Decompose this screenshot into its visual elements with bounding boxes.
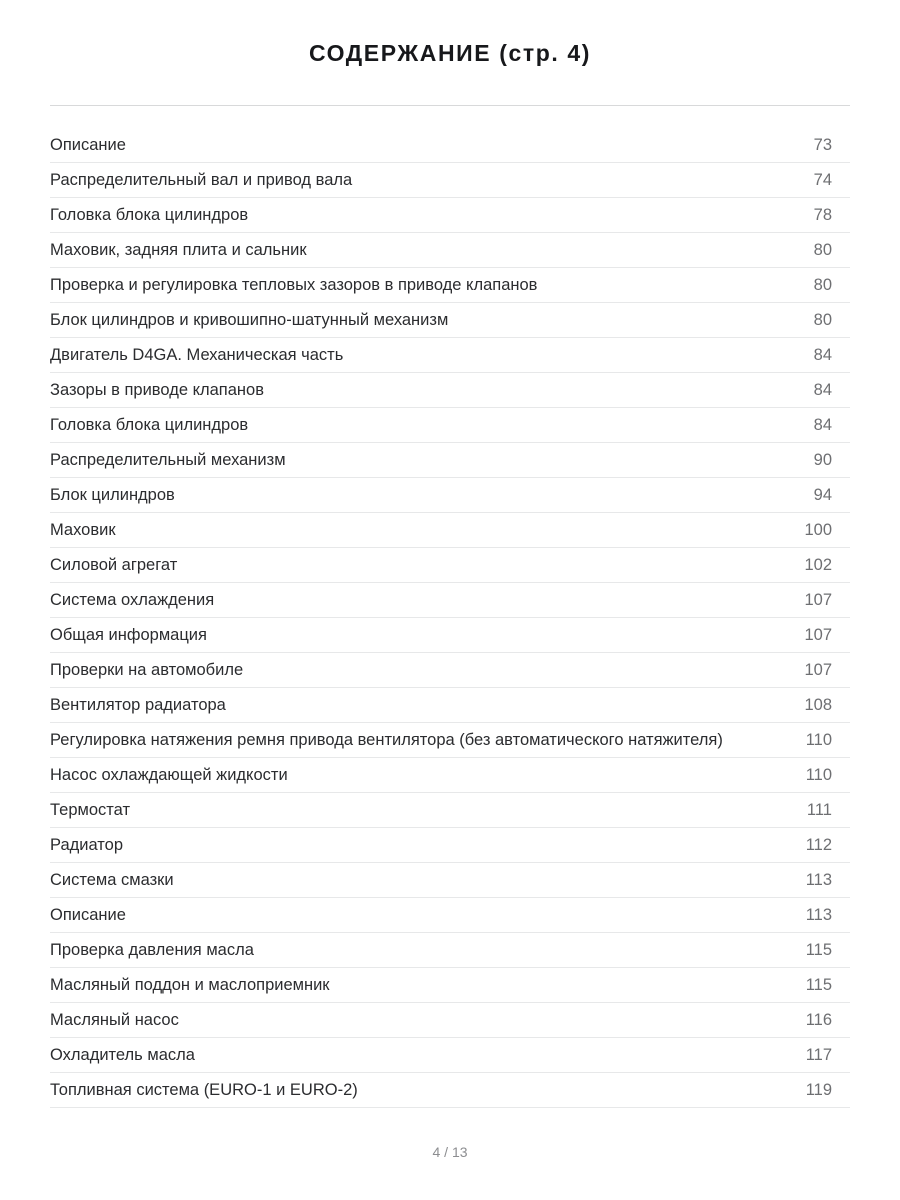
toc-row[interactable] (50, 338, 850, 373)
toc-item-label: Проверка и регулировка тепловых зазоров в приводе клапанов (50, 276, 538, 294)
toc-item-page: 73 (813, 135, 832, 154)
toc-row[interactable] (50, 198, 850, 233)
toc-item-label: Вентилятор радиатора (50, 696, 226, 714)
toc-item-page: 107 (804, 590, 832, 609)
toc-row[interactable] (50, 163, 850, 198)
toc-row[interactable] (50, 548, 850, 583)
toc-row[interactable] (50, 968, 850, 1003)
toc-item-page: 84 (813, 415, 832, 434)
toc-item-page: 119 (805, 1080, 832, 1099)
toc-item-label: Двигатель D4GA. Механическая часть (50, 346, 344, 364)
toc-item-page: 111 (806, 800, 832, 819)
toc-item-label: Масляный насос (50, 1011, 179, 1029)
toc-item-page: 112 (805, 835, 832, 854)
toc-row[interactable] (50, 443, 850, 478)
toc-item-page: 110 (805, 730, 832, 749)
toc-item-page: 80 (813, 310, 832, 329)
page-title: СОДЕРЖАНИЕ (стр. 4) (308, 40, 592, 66)
toc-item-page: 80 (813, 275, 832, 294)
toc-row[interactable] (50, 1073, 850, 1108)
toc-row[interactable] (50, 233, 850, 268)
toc-row[interactable] (50, 618, 850, 653)
toc-item-label: Общая информация (50, 626, 207, 644)
toc-item-page: 102 (804, 555, 832, 574)
toc-item-label: Описание (50, 906, 126, 924)
toc-item-page: 100 (804, 520, 832, 539)
toc-row[interactable] (50, 688, 850, 723)
toc-item-page: 113 (805, 870, 832, 889)
toc-item-page: 116 (805, 1010, 832, 1029)
toc-item-label: Топливная система (EURO-1 и EURO-2) (50, 1081, 358, 1099)
toc-item-label: Радиатор (50, 836, 124, 854)
toc-row[interactable] (50, 478, 850, 513)
toc-item-page: 108 (804, 695, 832, 714)
toc-item-page: 113 (805, 905, 832, 924)
toc-list (50, 128, 850, 1108)
toc-item-page: 90 (813, 450, 832, 469)
toc-row[interactable] (50, 933, 850, 968)
toc-row[interactable] (50, 583, 850, 618)
toc-item-label: Блок цилиндров и кривошипно-шатунный механизм (50, 311, 449, 329)
toc-item-label: Зазоры в приводе клапанов (50, 381, 264, 399)
toc-item-page: 115 (805, 975, 832, 994)
toc-row[interactable] (50, 268, 850, 303)
toc-row[interactable] (50, 863, 850, 898)
toc-row[interactable] (50, 303, 850, 338)
toc-item-page: 80 (813, 240, 832, 259)
toc-row[interactable] (50, 128, 850, 163)
toc-item-page: 78 (813, 205, 832, 224)
toc-item-page: 74 (813, 170, 832, 189)
toc-row[interactable] (50, 898, 850, 933)
toc-item-page: 115 (805, 940, 832, 959)
page-indicator: 4 / 13 (432, 1144, 468, 1160)
toc-item-label: Система смазки (50, 871, 174, 889)
toc-item-label: Головка блока цилиндров (50, 206, 249, 224)
toc-row[interactable] (50, 793, 850, 828)
toc-row[interactable] (50, 1003, 850, 1038)
toc-item-label: Распределительный механизм (50, 451, 286, 469)
toc-row[interactable] (50, 828, 850, 863)
toc-item-label: Система охлаждения (50, 591, 215, 609)
toc-item-label: Силовой агрегат (50, 556, 178, 574)
toc-row[interactable] (50, 653, 850, 688)
toc-row[interactable] (50, 408, 850, 443)
toc-row[interactable] (50, 513, 850, 548)
title-divider (50, 105, 850, 106)
toc-item-label: Описание (50, 136, 126, 154)
toc-item-page: 117 (805, 1045, 832, 1064)
toc-item-label: Проверки на автомобиле (50, 661, 244, 679)
toc-item-label: Охладитель масла (50, 1046, 195, 1064)
toc-item-label: Маховик (50, 521, 116, 539)
toc-item-label: Насос охлаждающей жидкости (50, 766, 288, 784)
toc-row[interactable] (50, 723, 850, 758)
toc-item-label: Термостат (50, 801, 131, 819)
toc-item-label: Проверка давления масла (50, 941, 254, 959)
toc-item-label: Регулировка натяжения ремня привода вентилятора (без автоматического натяжителя) (50, 731, 723, 749)
toc-item-page: 107 (804, 660, 832, 679)
toc-item-page: 110 (805, 765, 832, 784)
toc-item-page: 84 (813, 345, 832, 364)
toc-item-label: Распределительный вал и привод вала (50, 171, 353, 189)
toc-item-page: 84 (813, 380, 832, 399)
toc-item-page: 94 (813, 485, 832, 504)
toc-item-label: Маховик, задняя плита и сальник (50, 241, 307, 259)
toc-item-label: Масляный поддон и маслоприемник (50, 976, 330, 994)
toc-item-label: Блок цилиндров (50, 486, 175, 504)
toc-row[interactable] (50, 758, 850, 793)
toc-item-page: 107 (804, 625, 832, 644)
toc-row[interactable] (50, 373, 850, 408)
toc-item-label: Головка блока цилиндров (50, 416, 249, 434)
toc-row[interactable] (50, 1038, 850, 1073)
